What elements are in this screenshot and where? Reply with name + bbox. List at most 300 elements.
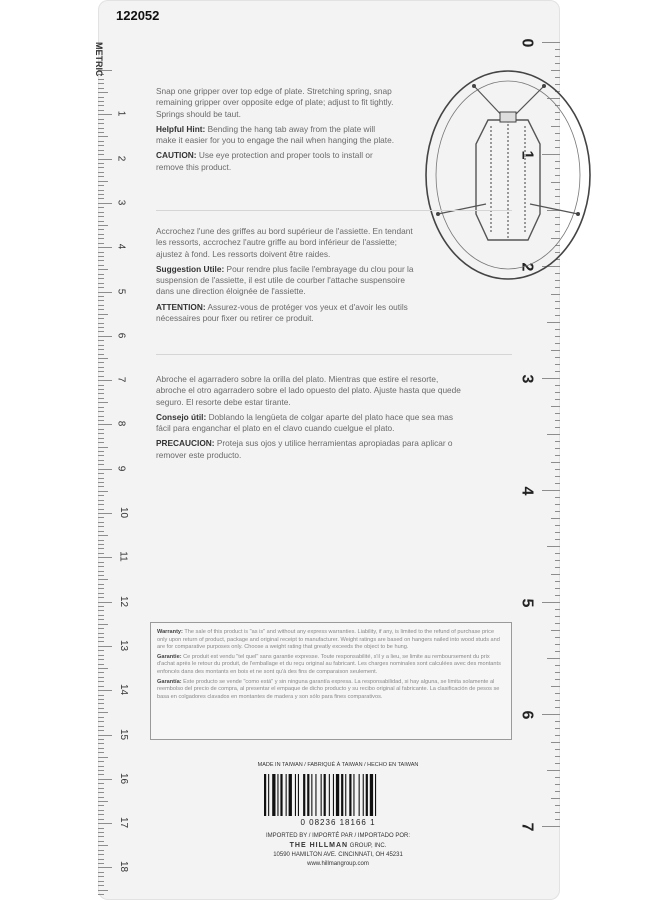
cm-mark-label: 18	[118, 861, 130, 873]
ruler-tick	[98, 890, 108, 891]
barcode-bar	[359, 774, 360, 816]
ruler-tick	[98, 832, 104, 833]
cm-mark-label: 9	[115, 465, 127, 471]
ruler-tick	[98, 836, 104, 837]
ruler-tick	[555, 791, 560, 792]
ruler-tick	[98, 318, 104, 319]
ruler-tick	[547, 658, 560, 659]
ruler-tick	[98, 101, 104, 102]
ruler-tick	[555, 637, 560, 638]
ruler-tick	[98, 730, 104, 731]
cm-mark-label: 7	[115, 376, 127, 383]
barcode-bar	[370, 774, 373, 816]
ruler-tick	[98, 398, 104, 399]
ruler-tick	[555, 420, 560, 421]
ruler-tick	[98, 287, 104, 288]
barcode-bar	[311, 774, 312, 816]
imported-by-label: IMPORTED BY / IMPORTÉ PAR / IMPORTADO POR:	[265, 833, 411, 839]
ruler-tick	[98, 579, 108, 580]
ruler-tick	[98, 690, 112, 691]
cm-mark-label: 13	[118, 639, 130, 651]
part-number: 122052	[116, 8, 160, 23]
ruler-tick	[555, 301, 560, 302]
ruler-tick	[98, 531, 104, 532]
ruler-tick	[98, 402, 108, 403]
ruler-tick	[98, 810, 104, 811]
barcode-bar	[345, 774, 346, 816]
barcode-bar	[298, 774, 299, 816]
spanish-hint-text: Doblando la lengüeta de colgar aparte del plato hace que sea mas fácil para enganchar el plato en el clavo cuando cuelgue el plato.	[156, 411, 454, 434]
ruler-tick	[98, 451, 104, 452]
ruler-tick	[98, 234, 104, 235]
ruler-tick	[98, 841, 104, 842]
ruler-tick	[555, 56, 560, 57]
ruler-tick	[98, 859, 104, 860]
ruler-tick	[98, 447, 108, 448]
ruler-tick	[98, 176, 104, 177]
barcode-bar	[303, 774, 305, 816]
ruler-tick	[98, 385, 104, 386]
ruler-tick	[98, 650, 104, 651]
ruler-tick	[98, 509, 104, 510]
french-hint-text: Pour rendre plus facile l'embrayage du clou pour la suspension de l'assiette, il est utile de courber l'attache suspensoire dans une direction éloignée de l'assiette.	[156, 263, 414, 297]
ruler-tick	[98, 867, 112, 868]
ruler-tick	[555, 651, 560, 652]
ruler-tick	[98, 486, 104, 487]
ruler-tick	[555, 357, 560, 358]
ruler-tick	[555, 588, 560, 589]
ruler-tick	[555, 336, 560, 337]
ruler-tick	[98, 97, 104, 98]
barcode-bar	[336, 774, 339, 816]
ruler-tick	[98, 167, 104, 168]
ruler-tick	[98, 757, 108, 758]
ruler-tick	[98, 216, 104, 217]
ruler-tick	[98, 491, 108, 492]
ruler-tick	[555, 672, 560, 673]
ruler-tick	[98, 535, 108, 536]
ruler-tick	[98, 416, 104, 417]
cm-mark-label: 14	[118, 684, 130, 696]
ruler-tick	[98, 495, 104, 496]
ruler-tick	[98, 229, 104, 230]
ruler-tick	[98, 92, 108, 93]
ruler-tick	[98, 136, 108, 137]
warranty-box	[150, 622, 512, 740]
ruler-tick	[98, 677, 104, 678]
ruler-tick	[98, 726, 104, 727]
ruler-tick	[98, 593, 104, 594]
warranty-es-label: Garantía:	[157, 678, 182, 685]
ruler-tick	[98, 314, 108, 315]
ruler-tick	[98, 885, 104, 886]
importer-address: 10590 HAMILTON AVE. CINCINNATI, OH 45231	[273, 852, 403, 858]
ruler-tick	[98, 393, 104, 394]
english-caution-label: CAUTION:	[156, 150, 197, 161]
barcode-bar	[363, 774, 364, 816]
ruler-tick	[98, 681, 104, 682]
ruler-tick	[98, 562, 104, 563]
ruler-tick	[98, 814, 104, 815]
ruler-tick	[555, 749, 560, 750]
ruler-tick	[98, 460, 104, 461]
ruler-tick	[98, 588, 104, 589]
ruler-tick	[98, 323, 104, 324]
ruler-tick	[542, 490, 560, 491]
ruler-tick	[98, 575, 104, 576]
ruler-tick	[98, 292, 112, 293]
divider	[156, 210, 512, 211]
ruler-tick	[98, 779, 112, 780]
english-instructions	[156, 86, 396, 177]
cm-mark-label: 11	[117, 551, 129, 562]
ruler-tick	[98, 123, 104, 124]
ruler-tick	[98, 145, 104, 146]
ruler-tick	[98, 105, 104, 106]
ruler-tick	[555, 763, 560, 764]
ruler-tick	[98, 198, 104, 199]
ruler-tick	[98, 717, 104, 718]
barcode-bar	[321, 774, 322, 816]
ruler-tick	[98, 88, 104, 89]
ruler-tick	[555, 819, 560, 820]
ruler-tick	[98, 526, 104, 527]
ruler-tick	[98, 540, 104, 541]
spanish-instructions	[156, 374, 466, 465]
inch-mark-label: 5	[518, 598, 536, 608]
ruler-tick	[555, 595, 560, 596]
ruler-tick	[98, 548, 104, 549]
english-hint-text: Bending the hang tab away from the plate will make it easier for you to engage the nail when hanging the plate.	[156, 123, 395, 146]
ruler-tick	[98, 743, 104, 744]
barcode-bar	[375, 774, 376, 816]
ruler-tick	[98, 336, 112, 337]
ruler-tick	[98, 828, 104, 829]
inch-mark-label: 3	[518, 374, 536, 384]
spanish-hint-label: Consejo útil:	[156, 411, 207, 422]
ruler-tick	[98, 797, 104, 798]
ruler-tick	[98, 367, 104, 368]
ruler-tick	[98, 615, 104, 616]
ruler-tick	[551, 630, 560, 631]
ruler-tick	[98, 225, 108, 226]
ruler-tick	[98, 876, 104, 877]
ruler-tick	[98, 371, 104, 372]
ruler-tick	[98, 442, 104, 443]
barcode-bar	[366, 774, 368, 816]
ruler-tick	[555, 49, 560, 50]
ruler-tick	[551, 462, 560, 463]
ruler-tick	[98, 801, 108, 802]
ruler-tick	[98, 185, 104, 186]
ruler-tick	[551, 686, 560, 687]
ruler-tick	[555, 364, 560, 365]
ruler-tick	[555, 567, 560, 568]
barcode-bar	[315, 774, 316, 816]
ruler-tick	[98, 522, 104, 523]
ruler-tick	[98, 553, 104, 554]
barcode-bar	[349, 774, 351, 816]
ruler-tick	[98, 221, 104, 222]
ruler-tick	[542, 378, 560, 379]
cm-mark-label: 8	[115, 421, 127, 427]
ruler-tick	[542, 42, 560, 43]
ruler-tick	[555, 679, 560, 680]
ruler-tick	[98, 672, 104, 673]
ruler-tick	[98, 752, 104, 753]
ruler-tick	[555, 448, 560, 449]
ruler-tick	[98, 345, 104, 346]
inch-mark-label: 2	[518, 262, 536, 272]
ruler-tick	[98, 637, 104, 638]
ruler-tick	[98, 354, 104, 355]
barcode-digits: 0 08236 18166 1	[300, 818, 376, 827]
ruler-tick	[98, 380, 112, 381]
spanish-caution-text: Proteja sus ojos y utilice herramientas apropiadas para aplicar o remover este producto.	[156, 438, 453, 460]
french-instructions	[156, 226, 416, 328]
ruler-tick	[555, 553, 560, 554]
ruler-tick	[98, 606, 104, 607]
ruler-tick	[98, 260, 104, 261]
ruler-tick	[98, 783, 104, 784]
barcode-bar	[264, 774, 266, 816]
upc-barcode	[258, 772, 418, 818]
ruler-tick	[542, 714, 560, 715]
inch-mark-label: 4	[518, 486, 536, 496]
ruler-tick	[98, 774, 104, 775]
ruler-tick	[551, 406, 560, 407]
spanish-caution-label: PRECAUCION:	[156, 438, 215, 449]
ruler-tick	[555, 756, 560, 757]
brand-suffix: GROUP, INC.	[349, 843, 387, 849]
cm-mark-label: 6	[115, 332, 127, 339]
ruler-tick	[555, 329, 560, 330]
ruler-tick	[98, 128, 104, 129]
ruler-tick	[555, 308, 560, 309]
warranty-es-text: Este producto se vende "como está" y sin ninguna garantía expresa. La responsabilidad, si hay alguna, se limita solamente al reembolso del precio de compra, al presentar el empaque de dicho producto y su recibo original al fabricante. La clasificación de pesos se basa en colgadores clavados en montantes de madera y son sólo para fines comparativos.	[157, 678, 500, 700]
ruler-tick	[98, 748, 104, 749]
ruler-tick	[98, 766, 104, 767]
barcode-bar	[333, 774, 334, 816]
ruler-tick	[98, 79, 104, 80]
ruler-tick	[98, 854, 104, 855]
cm-mark-label: 2	[115, 155, 127, 161]
ruler-tick	[98, 331, 104, 332]
barcode-bar	[341, 774, 343, 816]
ruler-tick	[555, 287, 560, 288]
ruler-tick	[98, 154, 104, 155]
ruler-tick	[98, 504, 104, 505]
ruler-tick	[98, 274, 104, 275]
warranty-fr-label: Garantie:	[157, 653, 182, 660]
ruler-tick	[555, 700, 560, 701]
ruler-tick	[98, 420, 104, 421]
ruler-tick	[555, 441, 560, 442]
ruler-tick	[555, 343, 560, 344]
ruler-tick	[98, 473, 104, 474]
importer-info	[238, 832, 438, 869]
ruler-tick	[551, 350, 560, 351]
barcode-bar	[286, 774, 287, 816]
ruler-tick	[98, 327, 104, 328]
ruler-tick	[98, 203, 112, 204]
ruler-tick	[555, 665, 560, 666]
ruler-tick	[547, 546, 560, 547]
inch-mark-label: 6	[518, 710, 536, 720]
ruler-tick	[98, 411, 104, 412]
ruler-tick	[98, 845, 108, 846]
ruler-tick	[98, 132, 104, 133]
warranty-fr-text: Ce produit est vendu "tel quel" sans garantie expresse. Toute responsabilité, s'il y a lieu, se limite au remboursement du prix d'achat après le retour du produit, de l'emballage et du reçu original au fabricant. Les charges nominales sont calculées avec des montants enfoncés dans des montants en bois et ne sont qu'à des fins de comparaison seulement.	[157, 653, 501, 675]
ruler-tick	[547, 770, 560, 771]
ruler-tick	[98, 194, 104, 195]
ruler-tick	[555, 385, 560, 386]
barcode-bar	[268, 774, 269, 816]
cm-mark-label: 5	[115, 288, 127, 294]
ruler-tick	[98, 159, 112, 160]
ruler-tick	[98, 110, 104, 111]
ruler-tick	[98, 646, 112, 647]
ruler-tick	[98, 349, 104, 350]
ruler-tick	[98, 283, 104, 284]
ruler-tick	[555, 483, 560, 484]
ruler-tick	[98, 429, 104, 430]
spanish-instruction-text: Abroche el agarradero sobre la orilla del plato. Mientras que estire el resorte, abroche el otro agarradero sobre el lado opuesto del plato. Ajuste hasta que quede seguro. El resorte debe estar tirante.	[156, 374, 461, 407]
ruler-tick	[98, 712, 108, 713]
ruler-tick	[98, 850, 104, 851]
ruler-tick	[555, 812, 560, 813]
ruler-tick	[98, 238, 104, 239]
ruler-tick	[555, 427, 560, 428]
ruler-tick	[555, 371, 560, 372]
warranty-en-text: The sale of this product is "as is" and without any express warranties. Liability, if any, is limited to the refund of purchase price only upon return of product, package and original receipt to manufacturer. Weight ratings are based on hangers nailed into wood studs and are for comparative purposes only. Choose a weight rating that greatly exceeds the object to be hung.	[157, 629, 500, 651]
ruler-tick	[98, 823, 112, 824]
ruler-tick	[98, 805, 104, 806]
ruler-tick	[98, 247, 112, 248]
country-of-origin: MADE IN TAIWAN / FABRIQUÉ À TAIWAN / HECHO EN TAIWAN	[257, 762, 419, 768]
ruler-tick	[98, 455, 104, 456]
ruler-tick	[98, 735, 112, 736]
ruler-tick	[98, 212, 104, 213]
ruler-tick	[98, 544, 104, 545]
ruler-tick	[98, 664, 104, 665]
ruler-tick	[98, 500, 104, 501]
ruler-tick	[547, 322, 560, 323]
ruler-tick	[555, 504, 560, 505]
ruler-tick	[555, 497, 560, 498]
ruler-tick	[555, 735, 560, 736]
inch-mark-label: 7	[518, 822, 536, 832]
ruler-tick	[98, 872, 104, 873]
ruler-tick	[551, 742, 560, 743]
ruler-tick	[98, 181, 108, 182]
website: www.hillmangroup.com	[307, 861, 369, 867]
barcode-bar	[280, 774, 282, 816]
metric-label: METRIC	[94, 42, 104, 77]
ruler-tick	[555, 693, 560, 694]
ruler-tick	[555, 560, 560, 561]
ruler-tick	[98, 433, 104, 434]
ruler-tick	[98, 243, 104, 244]
ruler-tick	[555, 784, 560, 785]
ruler-tick	[98, 881, 104, 882]
ruler-tick	[98, 557, 112, 558]
ruler-tick	[98, 163, 104, 164]
ruler-tick	[98, 610, 104, 611]
ruler-tick	[555, 707, 560, 708]
ruler-tick	[555, 413, 560, 414]
ruler-tick	[98, 438, 104, 439]
ruler-tick	[98, 150, 104, 151]
ruler-tick	[98, 571, 104, 572]
ruler-tick	[98, 708, 104, 709]
ruler-tick	[98, 424, 112, 425]
ruler-tick	[98, 819, 104, 820]
ruler-tick	[98, 482, 104, 483]
ruler-tick	[555, 532, 560, 533]
ruler-tick	[98, 141, 104, 142]
french-hint-label: Suggestion Utile:	[156, 263, 225, 274]
metric-ruler	[98, 30, 138, 900]
barcode-bar	[277, 774, 278, 816]
ruler-tick	[98, 739, 104, 740]
ruler-tick	[555, 399, 560, 400]
ruler-tick	[98, 894, 104, 895]
ruler-tick	[555, 539, 560, 540]
ruler-tick	[542, 826, 560, 827]
ruler-tick	[98, 721, 104, 722]
ruler-tick	[555, 721, 560, 722]
ruler-tick	[555, 805, 560, 806]
ruler-tick	[98, 305, 104, 306]
ruler-tick	[98, 770, 104, 771]
ruler-tick	[98, 207, 104, 208]
ruler-tick	[98, 641, 104, 642]
ruler-tick	[551, 574, 560, 575]
ruler-tick	[98, 584, 104, 585]
ruler-tick	[98, 602, 112, 603]
plate-hanger-illustration	[416, 64, 596, 286]
ruler-tick	[98, 619, 104, 620]
ruler-tick	[555, 728, 560, 729]
ruler-tick	[555, 609, 560, 610]
cm-mark-label: 10	[118, 506, 130, 519]
ruler-tick	[98, 340, 104, 341]
ruler-tick	[555, 392, 560, 393]
ruler-tick	[98, 300, 104, 301]
barcode-bar	[289, 774, 292, 816]
ruler-tick	[98, 624, 108, 625]
ruler-tick	[555, 644, 560, 645]
ruler-tick	[98, 119, 104, 120]
barcode-bar	[295, 774, 296, 816]
ruler-tick	[98, 628, 104, 629]
cm-mark-label: 12	[118, 595, 130, 607]
ruler-tick	[98, 362, 104, 363]
ruler-tick	[98, 699, 104, 700]
ruler-tick	[555, 315, 560, 316]
french-caution-label: ATTENTION:	[156, 301, 206, 312]
barcode-bar	[329, 774, 330, 816]
barcode-bar	[353, 774, 354, 816]
ruler-tick	[98, 659, 104, 660]
ruler-tick	[98, 114, 112, 115]
ruler-tick	[98, 464, 104, 465]
ruler-tick	[98, 358, 108, 359]
ruler-tick	[98, 376, 104, 377]
ruler-tick	[98, 278, 104, 279]
ruler-tick	[98, 296, 104, 297]
